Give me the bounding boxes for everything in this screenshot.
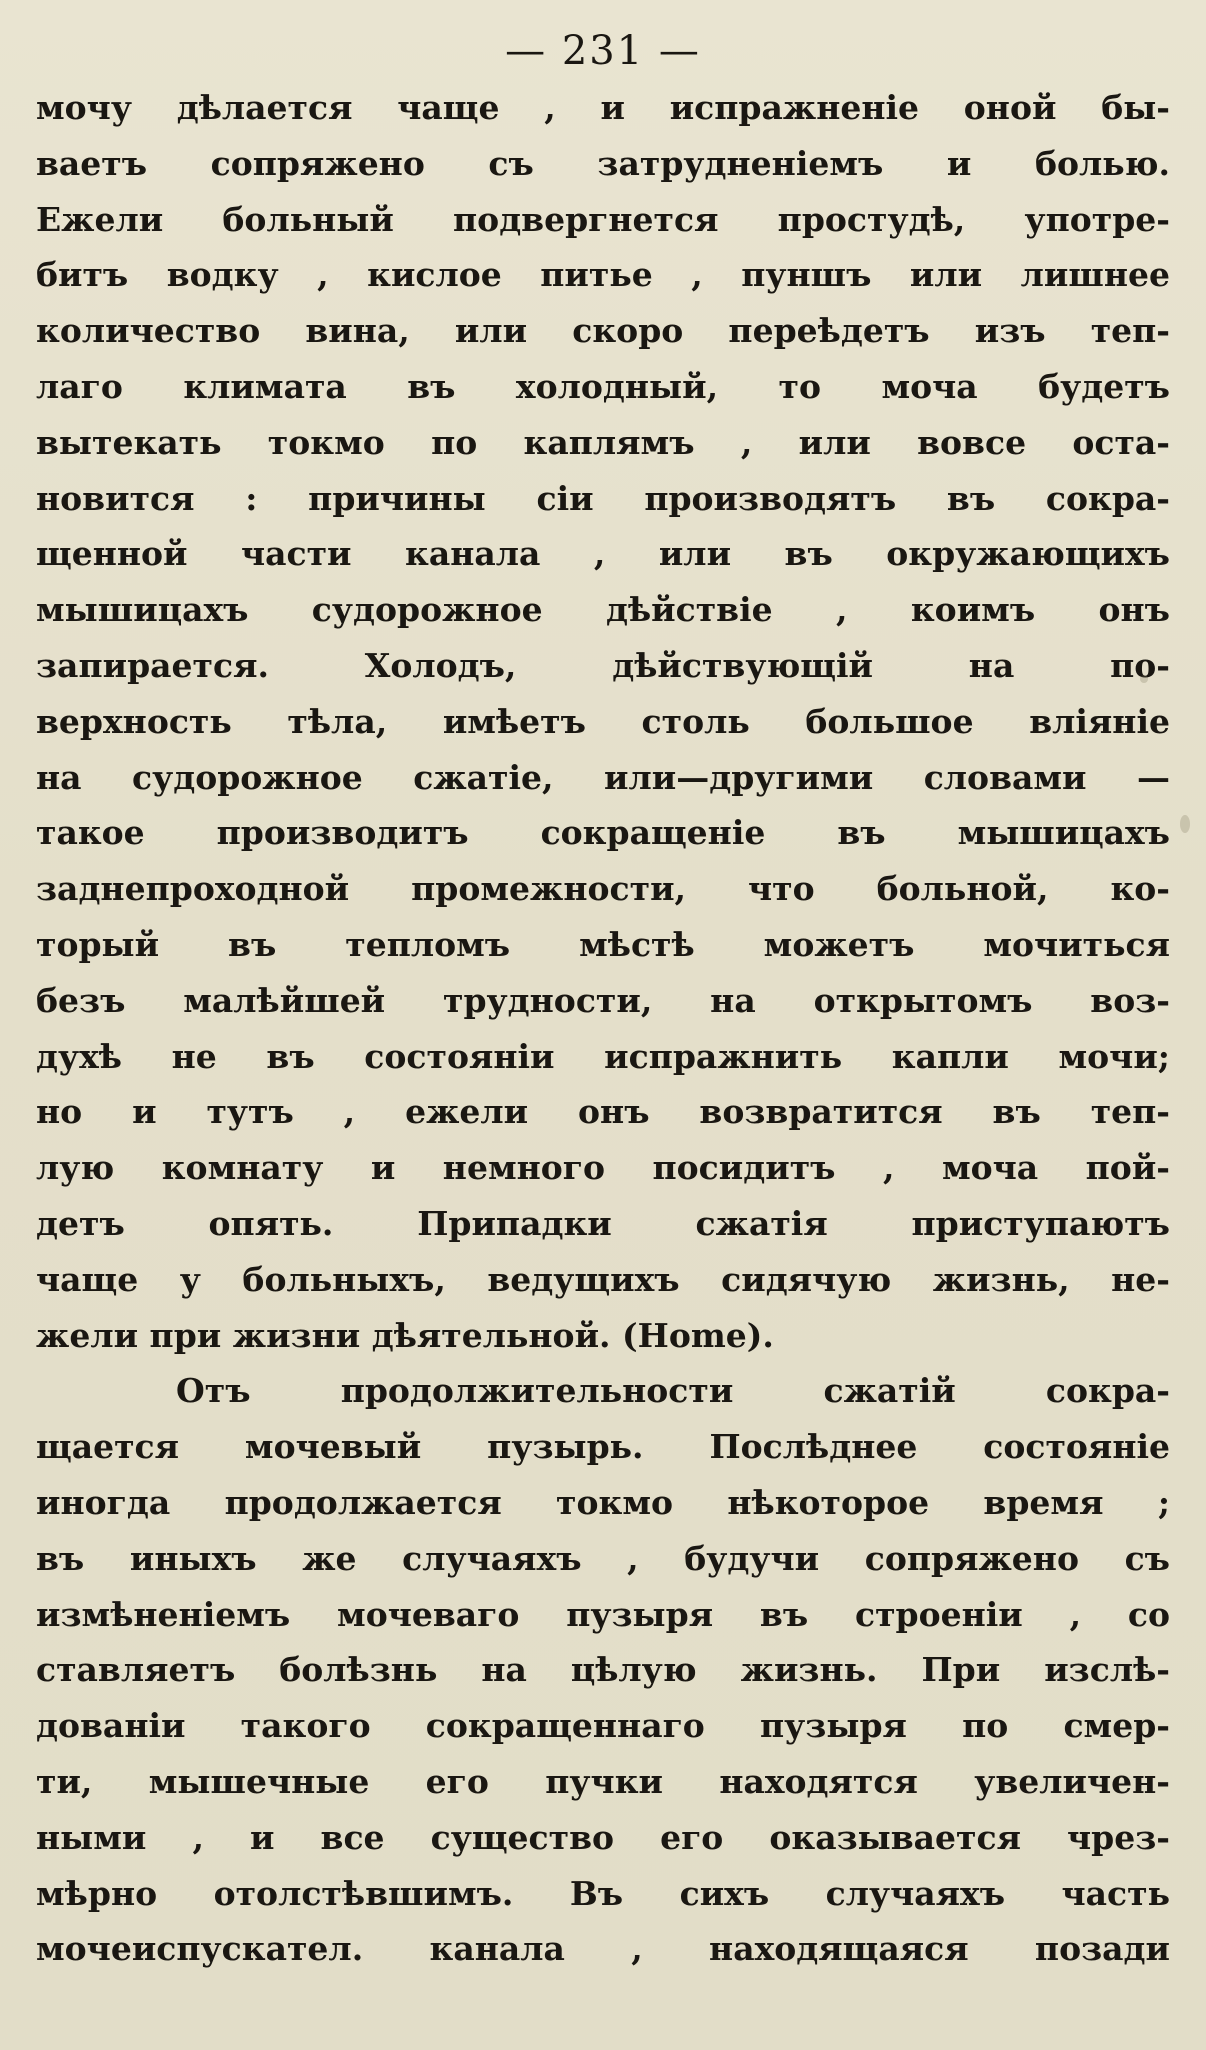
text-line: въ иныхъ же случаяхъ , будучи сопряжено съ [36,1538,1170,1578]
text-line: лаго климата въ холодный, то моча будетъ [36,366,1170,406]
text-line: дованіи такого сокращеннаго пузыря по смер- [36,1706,1170,1746]
paper-blemish [1180,815,1190,833]
text-line: верхность тѣла, имѣетъ столь большое вліяніе [36,701,1170,741]
text-line: такое производитъ сокращеніе въ мышицахъ [36,813,1170,853]
text-line: заднепроходной промежности, что больной, ко- [36,869,1170,909]
text-line: но и тутъ , ежели онъ возвратится въ теп- [36,1092,1170,1132]
text-line: ставляетъ болѣзнь на цѣлую жизнь. При изслѣ- [36,1650,1170,1690]
text-line: мочеиспускател. канала , находящаяся позади [36,1929,1170,1969]
text-line: жели при жизни дѣятельной. (Home). [36,1315,774,1355]
text-line: безъ малѣйшей трудности, на открытомъ воз- [36,980,1170,1020]
text-line: запирается. Холодъ, дѣйствующій на по- [36,645,1170,685]
text-line: количество вина, или скоро переѣдетъ изъ теп- [36,311,1170,351]
text-line: битъ водку , кислое питье , пуншъ или лишнее [36,255,1170,295]
text-line: мѣрно отолстѣвшимъ. Въ сихъ случаяхъ часть [36,1873,1170,1913]
text-line: на судорожное сжатіе, или—другими словами — [36,757,1170,797]
text-line: мочу дѣлается чаще , и испражненіе оной бы- [36,88,1170,127]
text-line: щенной части канала , или въ окружающихъ [36,534,1170,574]
text-line: ваетъ сопряжено съ затрудненіемъ и болью. [36,143,1170,183]
text-line: духѣ не въ состояніи испражнить капли мочи; [36,1036,1170,1076]
text-line: Отъ продолжительности сжатій сокра- [176,1371,1170,1411]
page-body [36,80,1170,1977]
page-number: — 231 — [505,28,701,74]
text-line: новится : причины сіи производятъ въ сокра- [36,478,1170,518]
text-line: детъ опять. Припадки сжатія приступаютъ [36,1203,1170,1243]
text-line: торый въ тепломъ мѣстѣ можетъ мочиться [36,924,1170,964]
text-line: ными , и все существо его оказывается чрез- [36,1817,1170,1857]
text-line: вытекать токмо по каплямъ , или вовсе оста- [36,422,1170,462]
paragraph-1 [36,80,1170,1363]
text-line: Ежели больный подвергнется простудѣ, употре- [36,199,1170,239]
text-line: иногда продолжается токмо нѣкоторое время ; [36,1482,1170,1522]
text-line: чаще у больныхъ, ведущихъ сидячую жизнь, не- [36,1259,1170,1299]
text-line: мышицахъ судорожное дѣйствіе , коимъ онъ [36,590,1170,630]
paragraph-2 [36,1363,1170,1977]
paper-blemish [1140,675,1148,683]
text-line: ти, мышечные его пучки находятся увеличен- [36,1761,1170,1801]
text-line: щается мочевый пузырь. Послѣднее состояніе [36,1427,1170,1467]
text-line: измѣненіемъ мочеваго пузыря въ строеніи , со [36,1594,1170,1634]
text-line: лую комнату и немного посидитъ , моча пой- [36,1148,1170,1188]
